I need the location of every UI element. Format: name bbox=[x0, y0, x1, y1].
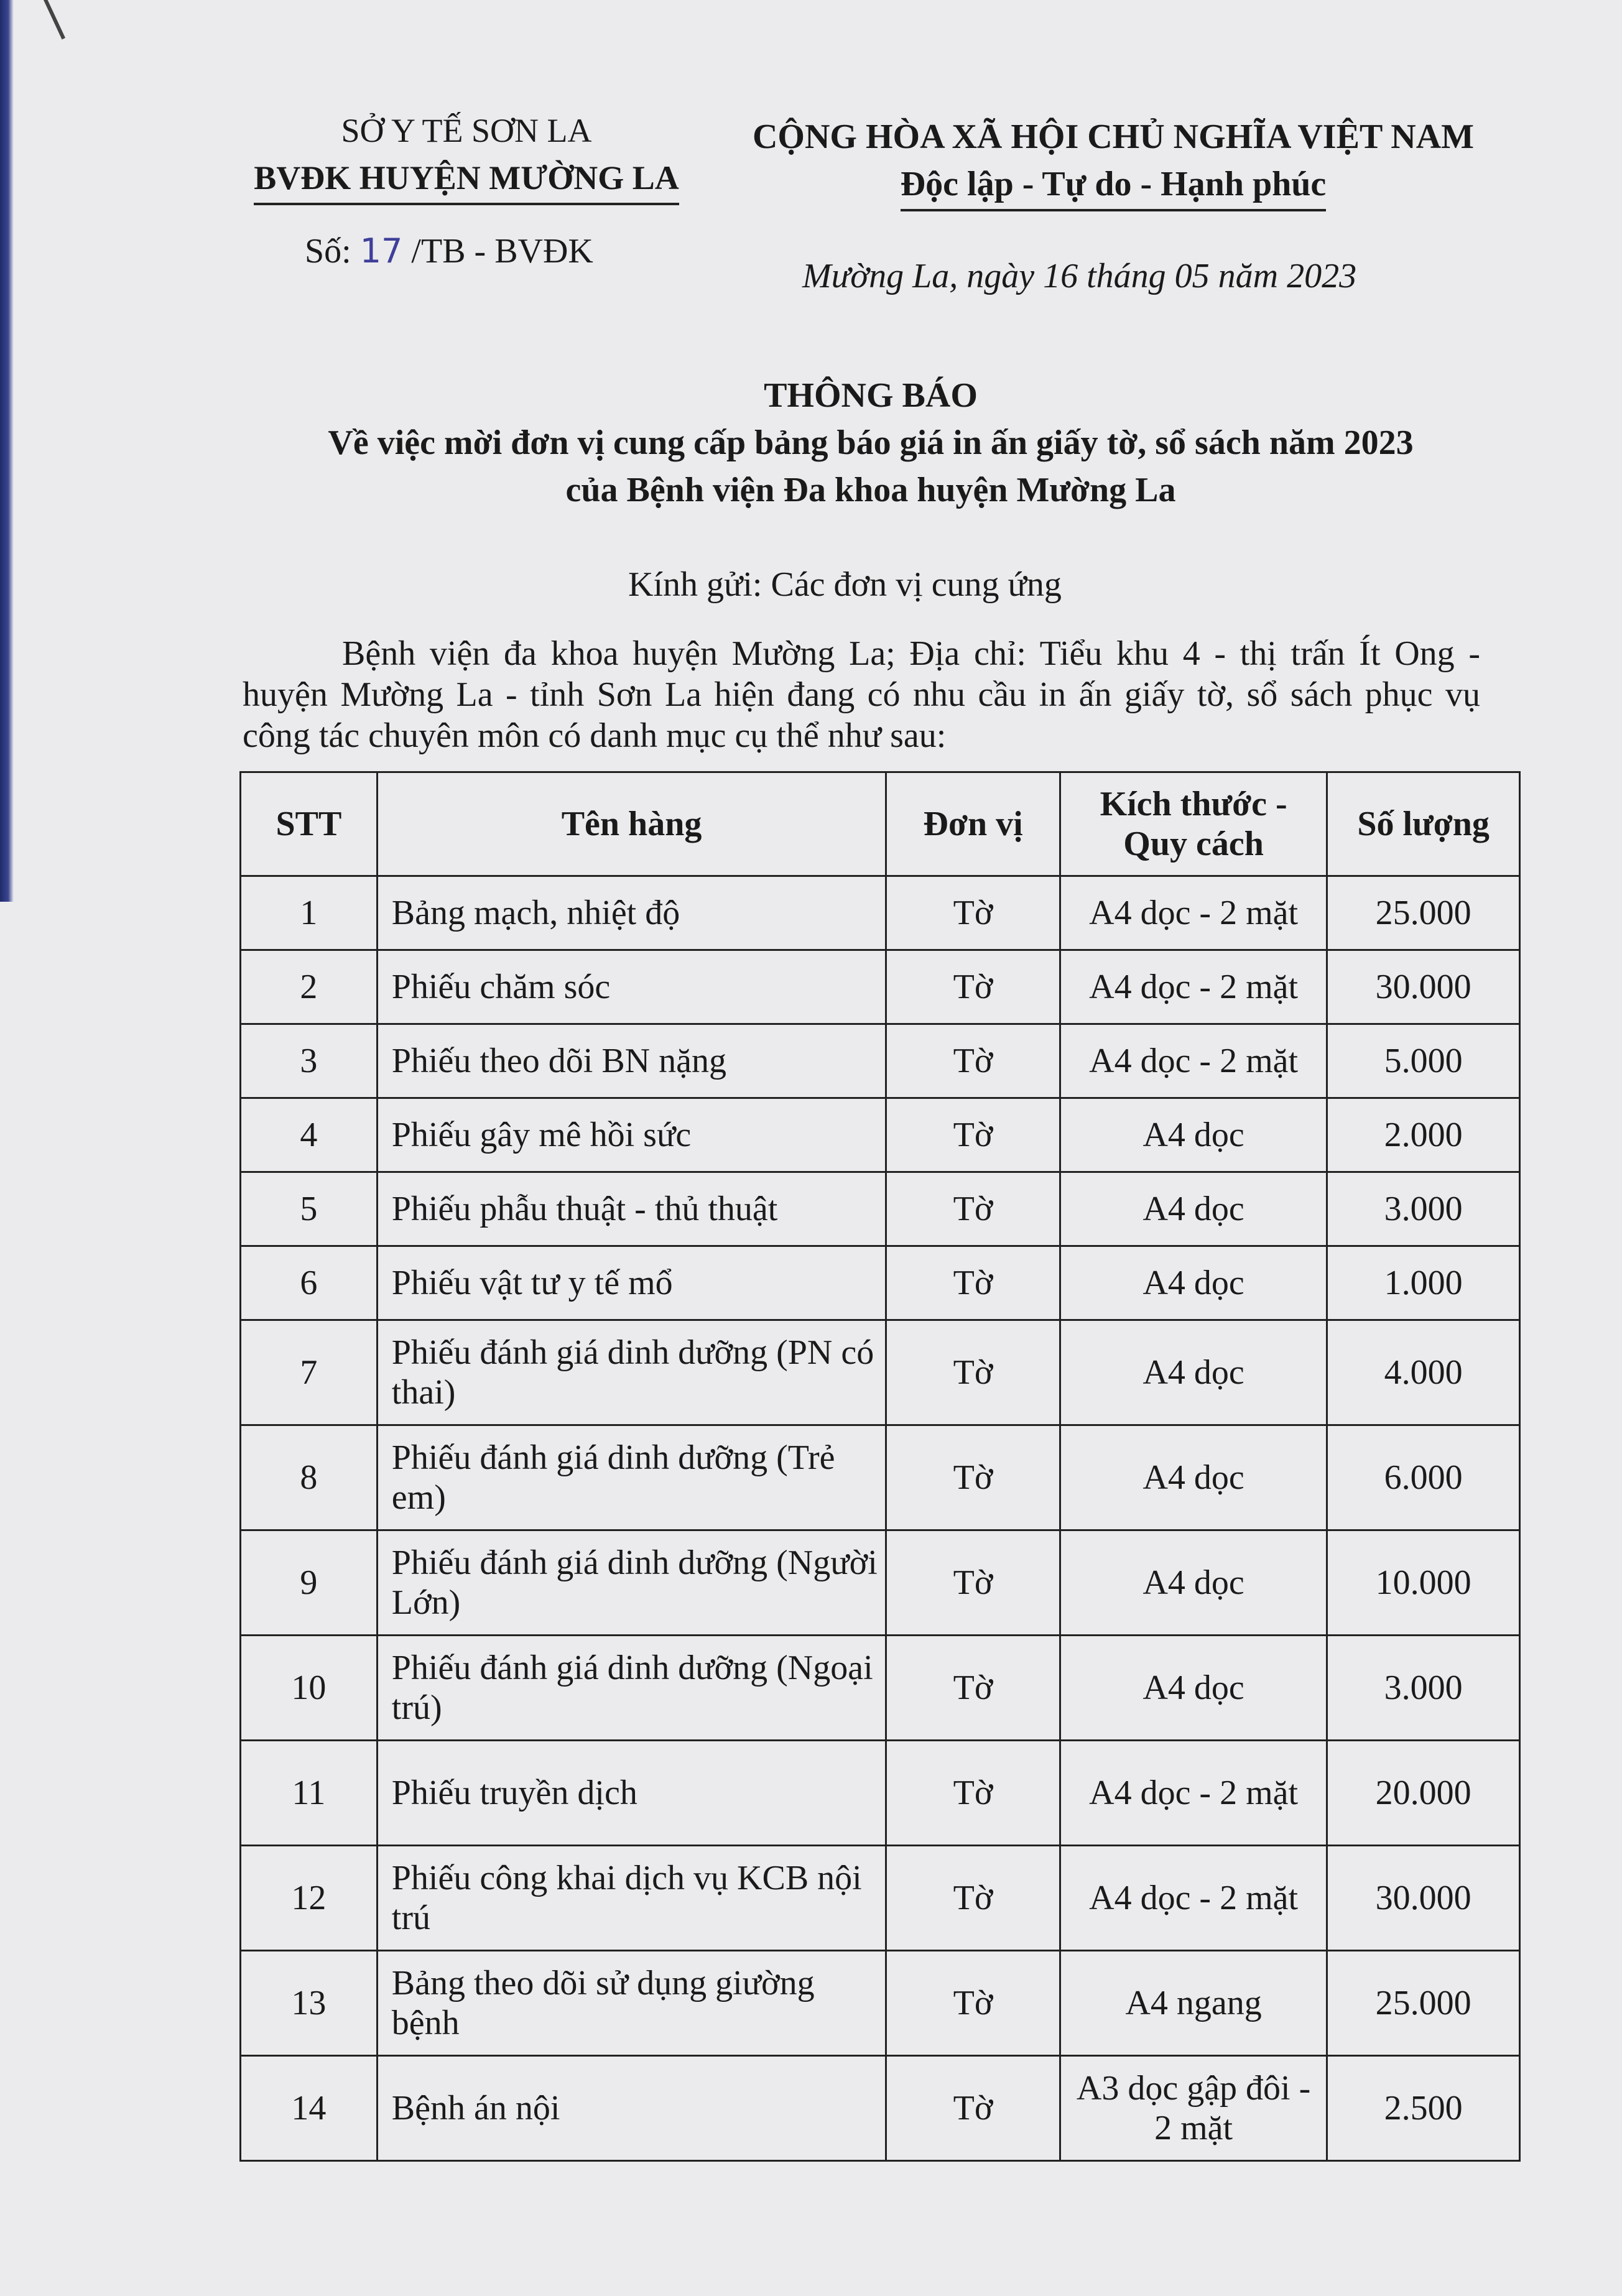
table-row: 11 Phiếu truyền dịch Tờ A4 dọc - 2 mặt 20.000 bbox=[241, 1741, 1520, 1846]
national-motto: Độc lập - Tự do - Hạnh phúc bbox=[721, 160, 1505, 211]
table-row: 12 Phiếu công khai dịch vụ KCB nội trú Tờ A4 dọc - 2 mặt 30.000 bbox=[241, 1846, 1520, 1951]
table-row: 10 Phiếu đánh giá dinh dưỡng (Ngoại trú) Tờ A4 dọc 3.000 bbox=[241, 1636, 1520, 1741]
header-right bbox=[721, 113, 1505, 211]
items-table bbox=[239, 771, 1521, 2162]
table-row: 6 Phiếu vật tư y tế mổ Tờ A4 dọc 1.000 bbox=[241, 1246, 1520, 1320]
table-row: 5 Phiếu phẫu thuật - thủ thuật Tờ A4 dọc 3.000 bbox=[241, 1172, 1520, 1246]
col-header-spec: Kích thước - Quy cách bbox=[1060, 772, 1327, 876]
notice-title bbox=[205, 372, 1536, 514]
table-header-row bbox=[241, 772, 1520, 876]
table-row: 2 Phiếu chăm sóc Tờ A4 dọc - 2 mặt 30.000 bbox=[241, 950, 1520, 1024]
national-title: CỘNG HÒA XÃ HỘI CHỦ NGHĨA VIỆT NAM bbox=[752, 118, 1475, 156]
notice-subject-line2: của Bệnh viện Đa khoa huyện Mường La bbox=[565, 471, 1176, 509]
table-row: 3 Phiếu theo dõi BN nặng Tờ A4 dọc - 2 mặt 5.000 bbox=[241, 1024, 1520, 1098]
table-row: 7 Phiếu đánh giá dinh dưỡng (PN có thai) Tờ A4 dọc 4.000 bbox=[241, 1320, 1520, 1425]
document-date: Mường La, ngày 16 tháng 05 năm 2023 bbox=[802, 257, 1357, 295]
staple-mark bbox=[44, 0, 65, 39]
hospital-name: BVĐK HUYỆN MƯỜNG LA bbox=[236, 154, 697, 205]
table-row: 14 Bệnh án nội Tờ A3 dọc gập đôi - 2 mặt 2.500 bbox=[241, 2056, 1520, 2161]
table-row: 8 Phiếu đánh giá dinh dưỡng (Trẻ em) Tờ A4 dọc 6.000 bbox=[241, 1425, 1520, 1530]
col-header-unit: Đơn vị bbox=[886, 772, 1060, 876]
document-number: Số: 17 /TB - BVĐK bbox=[305, 231, 593, 271]
table-row: 4 Phiếu gây mê hồi sức Tờ A4 dọc 2.000 bbox=[241, 1098, 1520, 1172]
greeting: Kính gửi: Các đơn vị cung ứng bbox=[628, 565, 1062, 604]
col-header-qty: Số lượng bbox=[1327, 772, 1520, 876]
table-row: 1 Bảng mạch, nhiệt độ Tờ A4 dọc - 2 mặt 25.000 bbox=[241, 876, 1520, 950]
table-row: 9 Phiếu đánh giá dinh dưỡng (Người Lớn) Tờ A4 dọc 10.000 bbox=[241, 1530, 1520, 1636]
ministry-name: SỞ Y TẾ SƠN LA bbox=[341, 112, 592, 149]
handwritten-number: 17 bbox=[359, 231, 403, 271]
header-left bbox=[236, 107, 697, 205]
notice-heading: THÔNG BÁO bbox=[764, 376, 978, 415]
table-row: 13 Bảng theo dõi sử dụng giường bệnh Tờ A4 ngang 25.000 bbox=[241, 1951, 1520, 2056]
col-header-stt: STT bbox=[241, 772, 378, 876]
col-header-name: Tên hàng bbox=[377, 772, 886, 876]
scan-edge-strip bbox=[0, 0, 14, 902]
notice-subject-line1: Về việc mời đơn vị cung cấp bảng báo giá in ấn giấy tờ, sổ sách năm 2023 bbox=[328, 424, 1414, 462]
intro-paragraph: Bệnh viện đa khoa huyện Mường La; Địa chỉ: Tiểu khu 4 - thị trấn Ít Ong - huyện Mường La - tỉnh Sơn La hiện đang có nhu cầu in ấn giấy tờ, sổ sách phục vụ công tác chuyên môn có danh mục cụ thể như sau: bbox=[243, 634, 1480, 755]
